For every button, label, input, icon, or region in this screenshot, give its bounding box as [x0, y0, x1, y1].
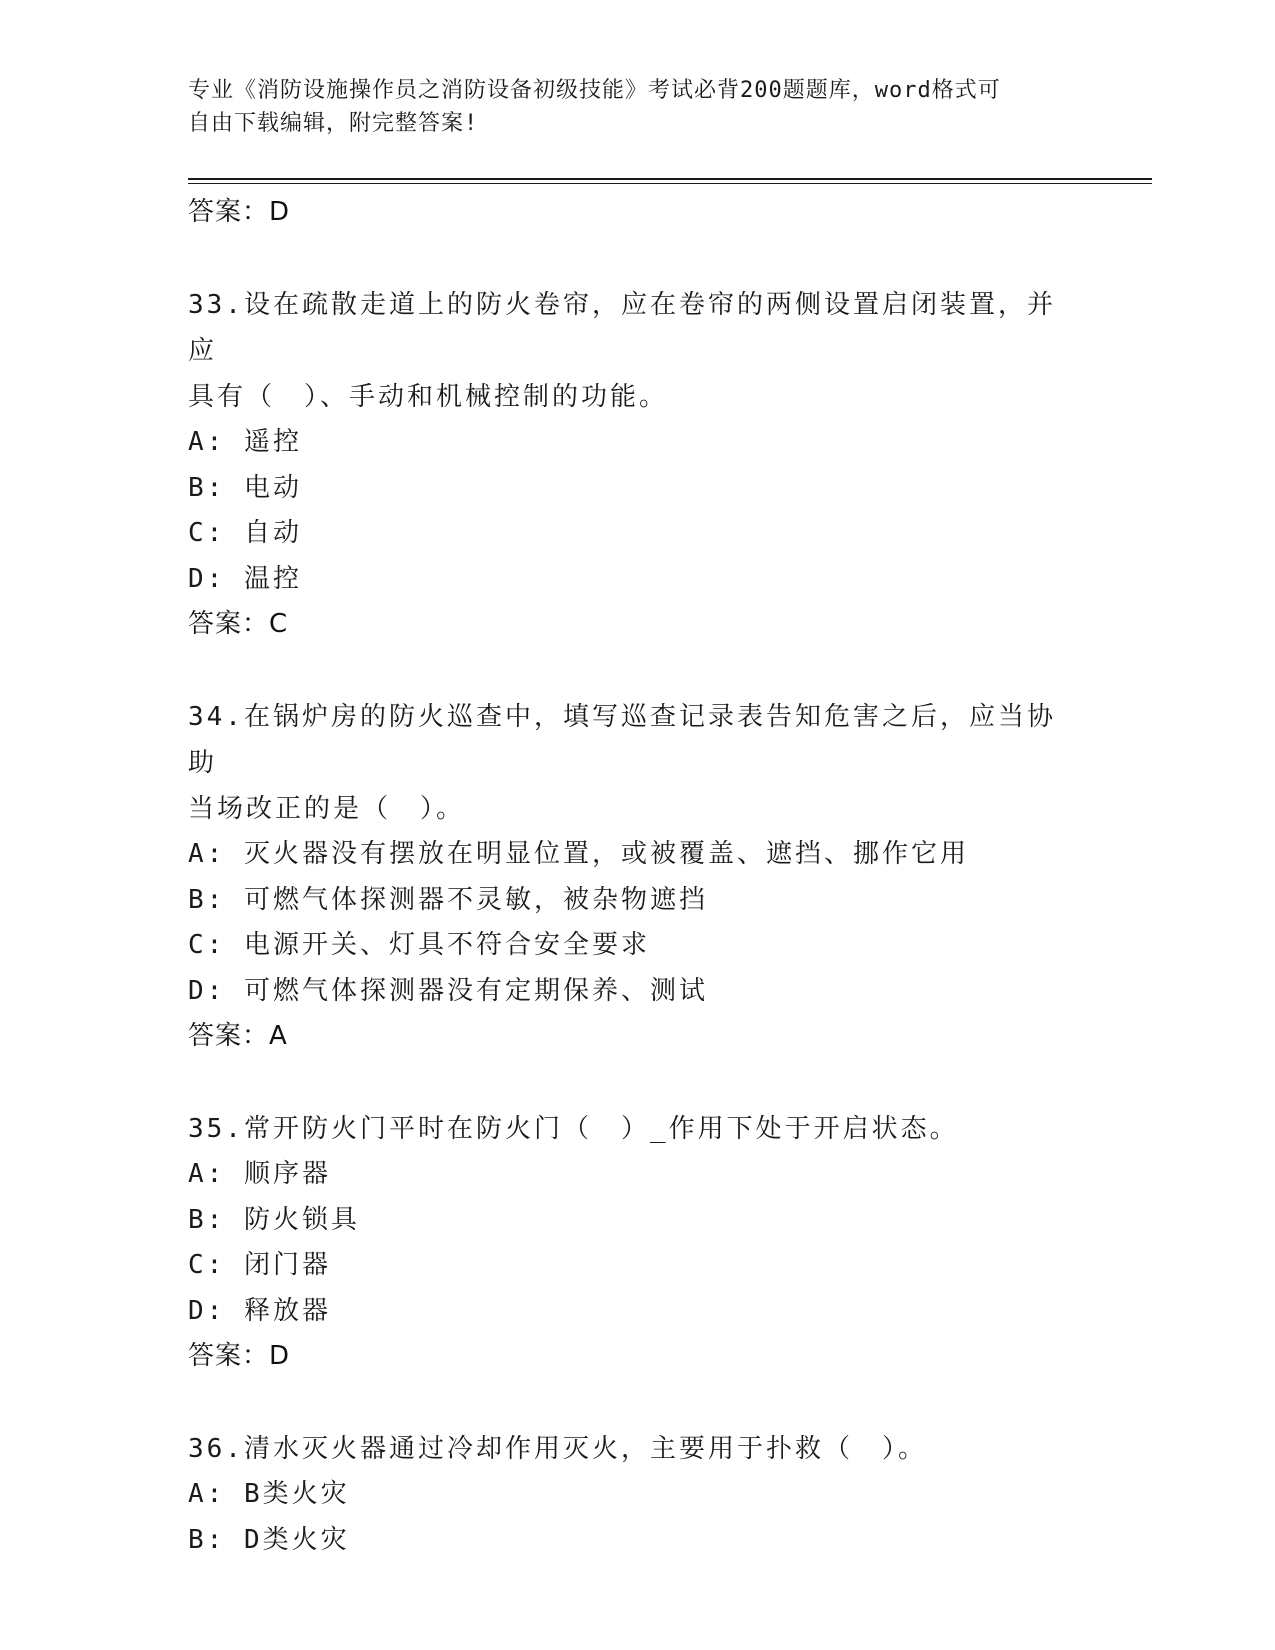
- header-divider-thick: [188, 178, 1152, 180]
- header-divider-thin: [188, 183, 1152, 184]
- option-a: A: 灭火器没有摆放在明显位置，或被覆盖、遮挡、挪作它用: [188, 839, 969, 869]
- question-list: [188, 190, 1088, 1563]
- question-stem: [188, 282, 1078, 420]
- question-35: [188, 1106, 1088, 1378]
- question-33: [188, 282, 1088, 646]
- header-line-1: 专业《消防设施操作员之消防设备初级技能》考试必背200题题库，word格式可: [188, 78, 1001, 103]
- question-stem-line: 34.在锅炉房的防火巡查中，填写巡查记录表告知危害之后，应当协助: [188, 702, 1056, 778]
- document-header: [188, 74, 1068, 140]
- question-36: [188, 1426, 1088, 1563]
- option-a: A: 遥控: [188, 427, 302, 457]
- option-a: A: 顺序器: [188, 1159, 331, 1189]
- option-c: C: 闭门器: [188, 1250, 331, 1280]
- option-b: B: 防火锁具: [188, 1204, 360, 1235]
- question-stem-line: 36.清水灭火器通过冷却作用灭火，主要用于扑救（ ）。: [188, 1434, 927, 1464]
- question-stem-line: 35.常开防火门平时在防火门（ ）_作用下处于开启状态。: [188, 1114, 959, 1144]
- question-34: [188, 694, 1088, 1058]
- question-stem: [188, 694, 1078, 832]
- answer-line: 答案：C: [188, 609, 289, 639]
- question-stem-line: 33.设在疏散走道上的防火卷帘，应在卷帘的两侧设置启闭装置，并应: [188, 290, 1056, 366]
- option-d: D: 释放器: [188, 1295, 331, 1326]
- option-a: A: B类火灾: [188, 1479, 350, 1509]
- question-stem-line: 当场改正的是（ ）。: [188, 794, 466, 824]
- option-b: B: D类火灾: [188, 1524, 350, 1555]
- option-d: D: 温控: [188, 563, 302, 594]
- header-line-2: 自由下载编辑，附完整答案!: [188, 111, 479, 136]
- option-c: C: 电源开关、灯具不符合安全要求: [188, 930, 650, 960]
- answer-line: 答案：D: [188, 197, 291, 227]
- question-stem: [188, 1426, 1078, 1472]
- option-d: D: 可燃气体探测器没有定期保养、测试: [188, 975, 708, 1006]
- answer-line: 答案：A: [188, 1021, 288, 1051]
- question-stem-line: 具有（ ）、手动和机械控制的功能。: [188, 382, 669, 412]
- question-stem: [188, 1106, 1078, 1152]
- option-b: B: 可燃气体探测器不灵敏，被杂物遮挡: [188, 884, 708, 915]
- answer-line: 答案：D: [188, 1341, 291, 1371]
- option-c: C: 自动: [188, 518, 302, 548]
- option-b: B: 电动: [188, 472, 302, 503]
